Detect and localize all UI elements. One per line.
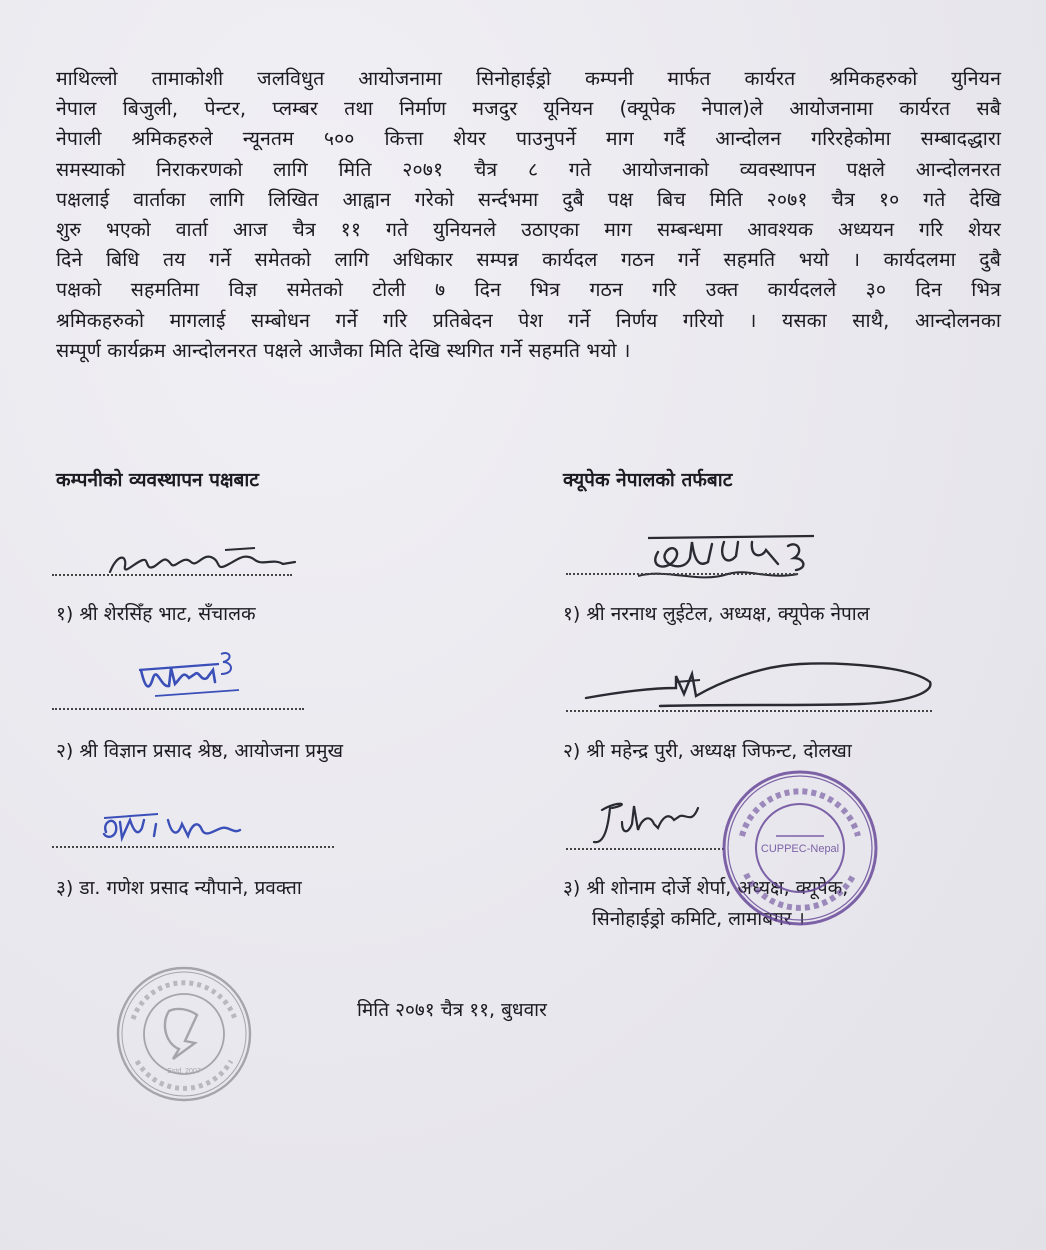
paragraph-line: नेपाली श्रमिकहरुले न्यूनतम ५०० कित्ता शेयर पाउनुपर्ने माग गर्दै आन्दोलन गरिरहेकोमा सम्बादद्धारा (56, 127, 1001, 151)
right-signatory-1: १) श्री नरनाथ लुईटेल, अध्यक्ष, क्यूपेक नेपाल (563, 603, 870, 625)
agreement-paragraph (56, 64, 1001, 366)
right-signatory-2: २) श्री महेन्द्र पुरी, अध्यक्ष जिफन्ट, दोलखा (563, 740, 852, 762)
left-signatory-1: १) श्री शेरसिँह भाट, सँचालक (56, 603, 256, 625)
signature-line (52, 708, 304, 710)
right-party-heading: क्यूपेक नेपालको तर्फबाट (563, 469, 733, 491)
signature-line (566, 710, 932, 712)
signature-left-1 (105, 542, 305, 584)
right-signatory-3-line2: सिनोहाईड्रो कमिटि, लामाबगर । (592, 908, 805, 930)
seal-text: CUPPEC-Nepal (760, 843, 840, 855)
signature-line (566, 848, 724, 850)
paragraph-line: पक्षलाई वार्ताका लागि लिखित आह्वान गरेको सर्न्दभमा दुबै पक्ष बिच मिति २०७१ चैत्र १० गते देखि (56, 187, 1001, 211)
seal-estd-text: Estd. 2007 (167, 1068, 201, 1075)
paragraph-line: माथिल्लो तामाकोशी जलविधुत आयोजनामा सिनोहाईड्रो कम्पनी मार्फत कार्यरत श्रमिकहरुको युनियन (56, 67, 1001, 90)
paragraph-line: पक्षको सहमतिमा विज्ञ समेतको टोली ७ दिन भित्र गठन गरि उक्त कार्यदलले ३० दिन भित्र (56, 278, 1001, 302)
paragraph-line: शुरु भएको वार्ता आज चैत्र ११ गते युनियनले उठाएका माग सम्बन्धमा आवश्यक अध्ययन गरि शेयर (56, 218, 1001, 242)
cuppec-seal (718, 766, 882, 930)
signature-line (52, 574, 292, 576)
signature-line (566, 573, 798, 575)
left-party-heading: कम्पनीको व्यवस्थापन पक्षबाट (56, 469, 259, 491)
paragraph-line: नेपाल बिजुली, पेन्टर, प्लम्बर तथा निर्माण मजदुर यूनियन (क्यूपेक नेपाल)ले आयोजनामा कार्यरत सबै (56, 97, 1001, 121)
signature-right-1 (628, 528, 828, 588)
signature-right-2 (580, 652, 940, 714)
right-signatory-3: ३) श्री शोनाम दोर्जे शेर्पा, अध्यक्ष, क्यूपेक, (563, 877, 849, 899)
left-signatory-2: २) श्री विज्ञान प्रसाद श्रेष्ठ, आयोजना प्रमुख (56, 740, 344, 762)
signature-left-3 (98, 802, 258, 846)
paragraph-line: सम्पूर्ण कार्यक्रम आन्दोलनरत पक्षले आजैका मिति देखि स्थगित गर्ने सहमति भयो । (56, 338, 631, 362)
company-seal (113, 963, 255, 1105)
paragraph-line: श्रमिकहरुको मागलाई सम्बोधन गर्ने गरि प्रतिबेदन पेश गर्ने निर्णय गरियो । यसका साथै, आन्दोलनका (56, 308, 1001, 332)
signature-left-2 (135, 648, 255, 708)
left-signatory-3: ३) डा. गणेश प्रसाद न्यौपाने, प्रवक्ता (56, 877, 302, 899)
paragraph-line: समस्याको निराकरणको लागि मिति २०७१ चैत्र ८ गते आयोजनाको व्यवस्थापन पक्षले आन्दोलनरत (56, 157, 1001, 181)
document-date: मिति २०७१ चैत्र ११, बुधवार (357, 999, 547, 1021)
signature-right-3 (588, 794, 728, 854)
paragraph-line: दिने बिधि तय गर्ने समेतको लागि अधिकार सम्पन्न कार्यदल गठन गर्ने सहमति भयो । कार्यदलमा दुबै (56, 248, 1001, 272)
lightning-icon (165, 1009, 197, 1059)
signature-line (52, 846, 334, 848)
